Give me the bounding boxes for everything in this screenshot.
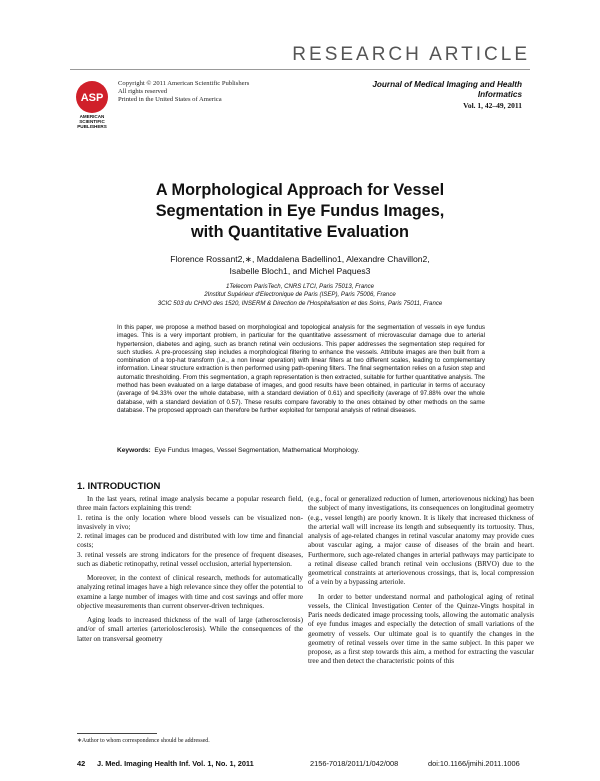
printed-line: Printed in the United States of America [118, 96, 222, 104]
copyright-block [118, 80, 249, 105]
affiliation-3: 3CIC 503 du CHNO des 1520, INSERM & Direction de l'Hospitalisation et des Soins, Paris 75011, France [157, 299, 443, 307]
keywords-text: Eye Fundus Images, Vessel Segmentation, Mathematical Morphology. [154, 447, 360, 454]
doi: doi:10.1166/jmihi.2011.1006 [428, 759, 520, 768]
journal-reference: J. Med. Imaging Health Inf. Vol. 1, No. 1, 2011 [97, 759, 254, 768]
authors-line-2: Isabelle Bloch1, and Michel Paques3 [229, 265, 371, 276]
copyright-line: Copyright © 2011 American Scientific Publishers [118, 80, 250, 87]
list-item: 1. retina is the only location where blood vessels can be visualized non-invasively in vivo; [77, 513, 303, 531]
publisher-name-line-2: SCIENTIFIC [79, 119, 105, 124]
affiliations [90, 283, 510, 308]
column-right [308, 495, 534, 667]
paragraph: In the last years, retinal image analysis became a popular research field, three main factors explaining this trend: [77, 495, 303, 513]
header-divider [70, 69, 530, 70]
publisher-name-line-3: PUBLISHERS [77, 124, 107, 129]
authors [90, 254, 510, 277]
paragraph: Moreover, in the context of clinical research, methods for automatically analyzing retinal images have a high relevance since they offer the potential to examine a large number of images with time and cost savings and offer more objective measurements than current observer-driven techniques. [77, 574, 303, 610]
publisher-name-line-1: AMERICAN [79, 114, 105, 119]
paragraph: (e.g., focal or generalized reduction of lumen, arteriovenous nicking) has been the subject of many investigations, its consequences on longitudinal geometry (e.g., vessel length) are poorly known. It is likely that increased thickness of the arterial wall will increase its length and subsequently its tortuosity. Thus, analysis of age-related changes in retinal vascular anatomy may provide cues about vascular aging, a major cause of diseases of the brain and heart. Furthermore, such age-related changes in arterial pathways may participate to a retinal disease called branch retinal vein occlusions (BRVO) due to the geometrical constraints at arteriovenous crossings, that is, local compression of a vein by a bypassing arteriole. [308, 495, 534, 587]
keywords-label: Keywords: [117, 447, 151, 454]
asp-logo-text: ASP [80, 92, 104, 104]
page-number: 42 [77, 759, 86, 768]
paragraph: In order to better understand normal and pathological aging of retinal vessels, the Clinical Investigation Center of the Quinze-Vingts hospital in Paris needs dedicated image processing tools, allowing the automatic analysis of eye fundus images and especially the detection of small variations of the geometry of vessels. Our ultimate goal is to quantify the changes in the geometry of retinal vessels over time in the same subject. In this paper we propose, as a first step towards this aim, a method for extracting the vascular tree and then detect the characteristic points of this [308, 592, 534, 666]
footnote-divider [77, 733, 157, 734]
title-line-1: A Morphological Approach for Vessel [155, 181, 445, 199]
title-line-3: with Quantitative Evaluation [190, 223, 410, 241]
volume-info: Vol. 1, 42–49, 2011 [463, 101, 522, 110]
section-heading: 1. INTRODUCTION [77, 481, 161, 492]
list-item: 2. retinal images can be produced and distributed with low time and financial costs; [77, 532, 303, 550]
paragraph: Aging leads to increased thickness of the wall of large (atherosclerosis) and/or of small arteries (arteriolosclerosis). While the consequences of the latter on transversal geometry [77, 616, 303, 643]
column-left [77, 495, 303, 644]
keywords [117, 447, 485, 454]
rights-line: All rights reserved [118, 88, 168, 96]
issn: 2156-7018/2011/1/042/008 [310, 759, 399, 768]
footnote: ∗Author to whom correspondence should be addressed. [77, 738, 210, 744]
journal-name: Journal of Medical Imaging and Health Informatics [372, 80, 522, 99]
abstract: In this paper, we propose a method based on morphological and topological analysis for the segmentation of vessels in eye fundus images. This is a very important problem, in particular for the quantitative assessment of microvascular damage due to arterial hypertension, diabetes and aging, such as branch retinal vein occlusions. This paper addresses the segmentation step required for such studies. A pre-processing step includes a morphological filtering to enhance the vessels. Attribute images are then built from a combination of a top-hat transform (i.e., a non linear operation) with linear filters at two different scales, leading to complementary information. Linear structure extraction is then performed using path-opening filters. The final segmentation relies on a fusion step and automatic thresholding. From this segmentation, a graph representation is then extracted, suitable for further quantitative analysis. The method has been evaluated on a large database of images, and good results have been obtained, in particular in terms of accuracy (average of 94.33% over the whole database, with a standard deviation of 0.61) and specificity (average of 97.88% over the whole database, with a standard deviation of 0.57). These results compare favorably to the ones obtained by other methods on the same database. The proposed approach can therefore be further exploited for temporal analysis of retinal diseases. [117, 324, 485, 414]
authors-line-1: Florence Rossant2,∗, Maddalena Badellino1, Alexandre Chavillon2, [170, 254, 430, 264]
list-item: 3. retinal vessels are strong indicators for the presence of frequent diseases, such as diabetic retinopathy, retinal vessel occlusion, arterial hypertension. [77, 550, 303, 568]
asp-logo [70, 80, 114, 130]
title-line-2: Segmentation in Eye Fundus Images, [155, 202, 445, 220]
affiliation-1: 1Telecom ParisTech, CNRS LTCI, Paris 75013, France [225, 283, 375, 290]
article-title [90, 180, 510, 243]
affiliation-2: 2Institut Supérieur d'Electronique de Paris (ISEP), Paris 75006, France [204, 291, 396, 299]
section-label: RESEARCH ARTICLE [292, 44, 530, 65]
